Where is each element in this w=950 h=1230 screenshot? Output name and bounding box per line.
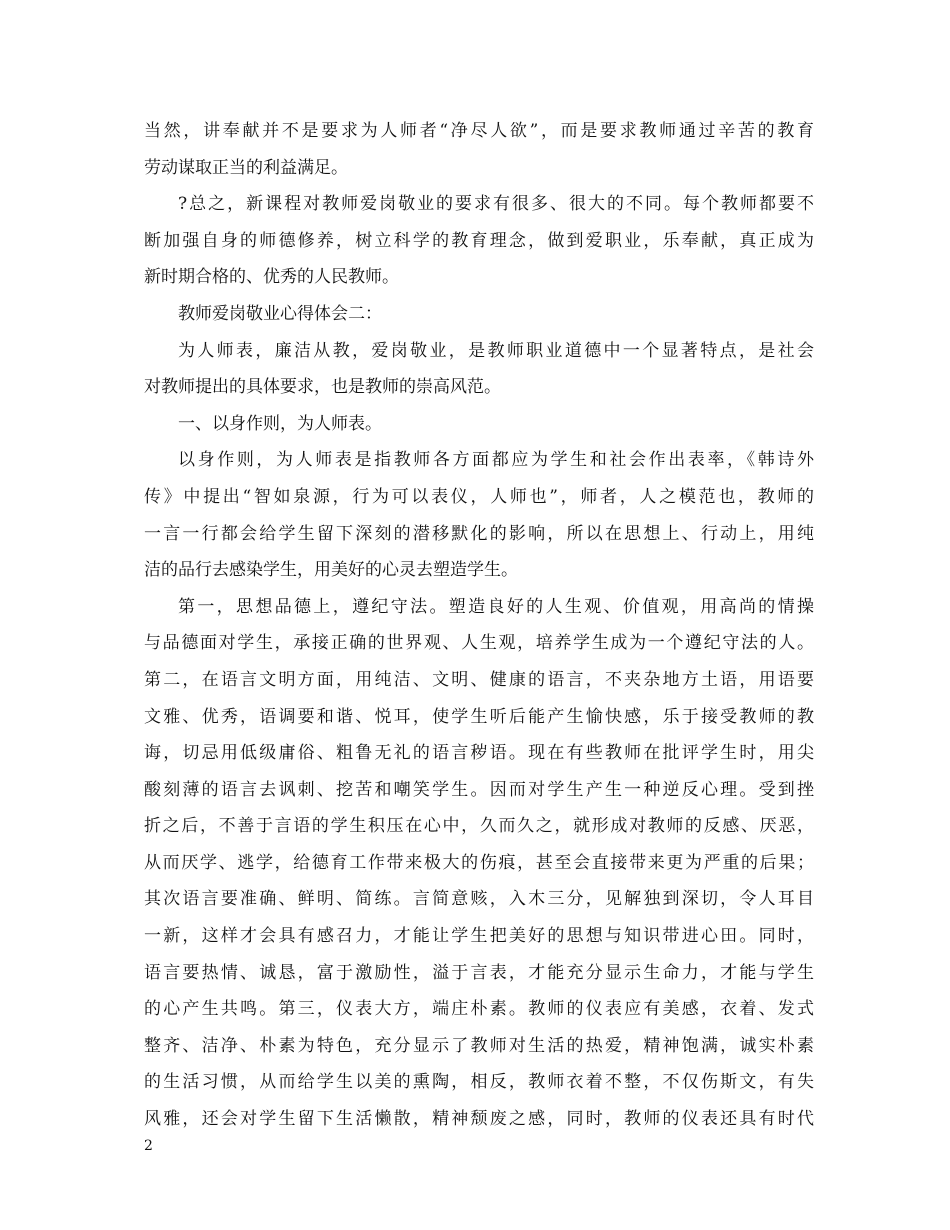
text-line: 洁的品行去感染学生，用美好的心灵去塑造学生。 [144, 560, 518, 581]
text-line: 整齐、洁净、朴素为特色，充分显示了教师对生活的热爱，精神饱满，诚实朴素 [144, 1035, 814, 1056]
text-line: 传》中提出“智如泉源，行为可以表仪，人师也”，师者，人之模范也，教师的 [144, 486, 814, 507]
text-line: 与品德面对学生，承接正确的世界观、人生观，培养学生成为一个遵纪守法的人。 [144, 633, 814, 654]
text-line: 新时期合格的、优秀的人民教师。 [144, 267, 399, 288]
text-line: 为人师表，廉洁从教，爱岗敬业，是教师职业道德中一个显著特点，是社会 [178, 340, 814, 361]
subsection-heading: 一、以身作则，为人师表。 [178, 413, 382, 434]
text-line: 酸刻薄的语言去讽刺、挖苦和嘲笑学生。因而对学生产生一种逆反心理。受到挫 [144, 779, 814, 800]
text-line: 当然，讲奉献并不是要求为人师者“净尽人欲”，而是要求教师通过辛苦的教育 [144, 121, 814, 141]
text-line: 以身作则，为人师表是指教师各方面都应为学生和社会作出表率，《韩诗外 [178, 450, 814, 471]
document-body [144, 113, 814, 1138]
text-line: 从而厌学、逃学，给德育工作带来极大的伤痕，甚至会直接带来更为严重的后果； [144, 852, 814, 873]
text-line: 第二，在语言文明方面，用纯洁、文明、健康的语言，不夹杂地方土语，用语要 [144, 669, 814, 690]
text-line: 对教师提出的具体要求，也是教师的崇高风范。 [144, 377, 501, 398]
text-line: 一新，这样才会具有感召力，才能让学生把美好的思想与知识带进心田。同时， [144, 926, 814, 947]
text-line: 的生活习惯，从而给学生以美的熏陶，相反，教师衣着不整，不仅伤斯文，有失 [144, 1072, 814, 1093]
text-line: 的心产生共鸣。第三，仪表大方，端庄朴素。教师的仪表应有美感，衣着、发式 [144, 999, 814, 1020]
text-line: 一言一行都会给学生留下深刻的潜移默化的影响，所以在思想上、行动上，用纯 [144, 523, 814, 544]
text-line: 文雅、优秀，语调要和谐、悦耳，使学生听后能产生愉快感，乐于接受教师的教 [144, 706, 814, 727]
text-line: 诲，切忌用低级庸俗、粗鲁无礼的语言秽语。现在有些教师在批评学生时，用尖 [144, 743, 814, 764]
section-heading: 教师爱岗敬业心得体会二： [178, 303, 382, 324]
text-line: 第一，思想品德上，遵纪守法。塑造良好的人生观、价值观，用高尚的情操 [178, 596, 814, 617]
text-line: 断加强自身的师德修养，树立科学的教育理念，做到爱职业，乐奉献，真正成为 [144, 230, 814, 251]
text-line: 风雅，还会对学生留下生活懒散，精神颓废之感，同时，教师的仪表还具有时代 [144, 1109, 814, 1130]
text-line: 折之后，不善于言语的学生积压在心中，久而久之，就形成对教师的反感、厌恶， [144, 816, 814, 837]
text-line: 劳动谋取正当的利益满足。 [144, 157, 348, 178]
text-line: 语言要热情、诚恳，富于激励性，溢于言表，才能充分显示生命力，才能与学生 [144, 962, 814, 983]
text-line: 其次语言要准确、鲜明、简练。言简意赅，入木三分，见解独到深切，令人耳目 [144, 889, 814, 910]
page-number: 2 [144, 1138, 153, 1154]
text-line: ?总之，新课程对教师爱岗敬业的要求有很多、很大的不同。每个教师都要不 [178, 194, 814, 215]
